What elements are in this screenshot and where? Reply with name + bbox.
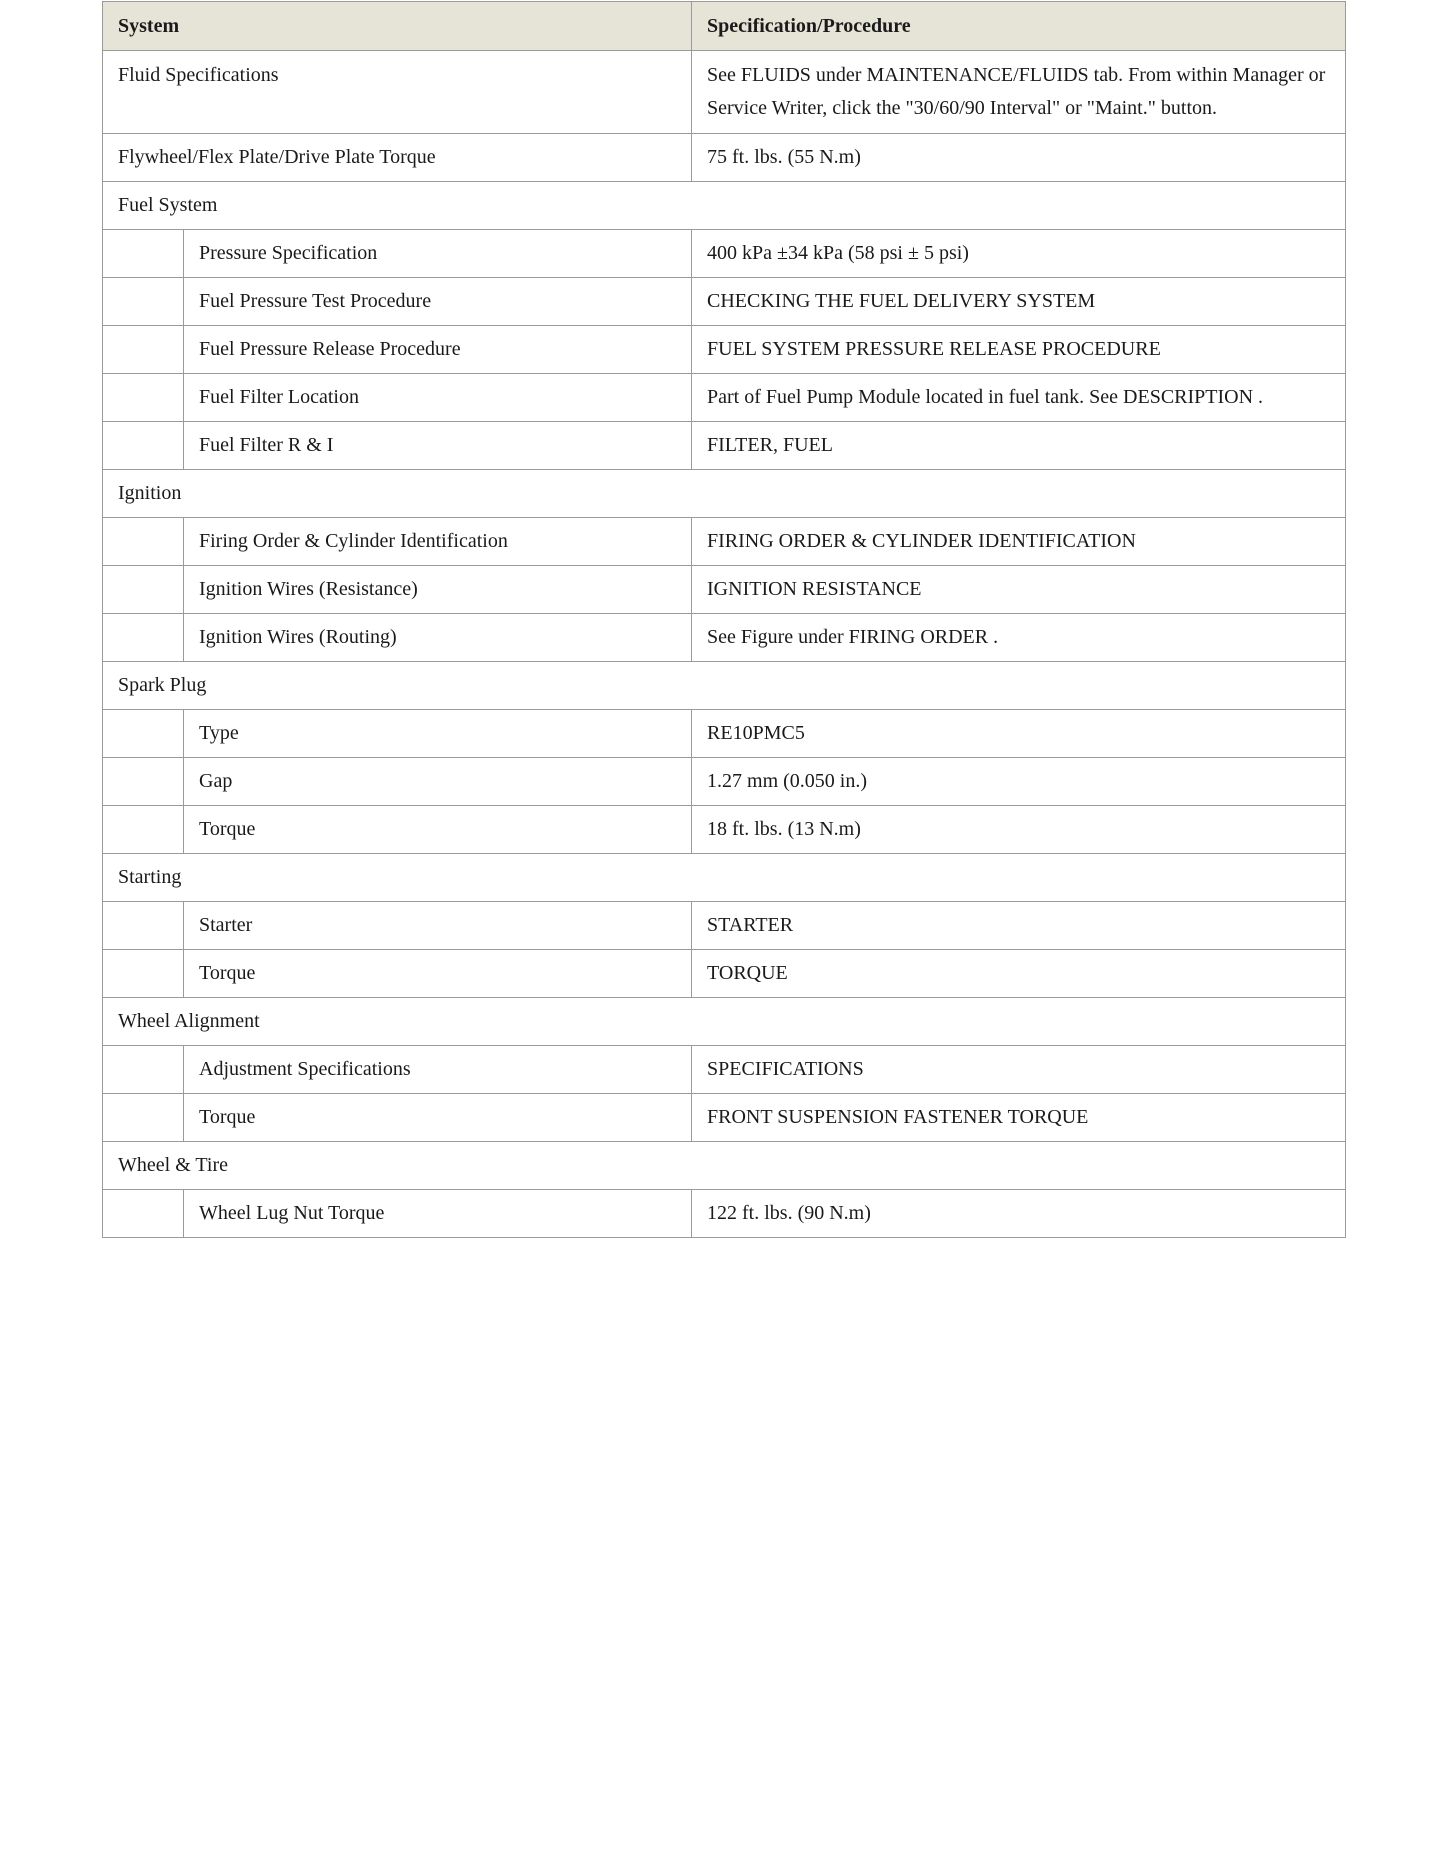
table-subrow: [103, 1046, 1346, 1094]
group-label: Wheel Alignment: [103, 998, 1346, 1046]
table-row: [103, 134, 1346, 182]
specification-cell: IGNITION RESISTANCE: [692, 566, 1346, 614]
specification-cell: SPECIFICATIONS: [692, 1046, 1346, 1094]
indent-cell: [103, 566, 184, 614]
table-subrow: [103, 1190, 1346, 1238]
table-subrow: [103, 326, 1346, 374]
specification-cell: 18 ft. lbs. (13 N.m): [692, 806, 1346, 854]
specification-cell: FRONT SUSPENSION FASTENER TORQUE: [692, 1094, 1346, 1142]
indent-cell: [103, 1094, 184, 1142]
system-cell: Gap: [184, 758, 692, 806]
system-cell: Torque: [184, 950, 692, 998]
indent-cell: [103, 278, 184, 326]
specification-cell: FILTER, FUEL: [692, 422, 1346, 470]
table-subrow: [103, 950, 1346, 998]
indent-cell: [103, 230, 184, 278]
system-cell: Pressure Specification: [184, 230, 692, 278]
indent-cell: [103, 902, 184, 950]
system-cell: Adjustment Specifications: [184, 1046, 692, 1094]
specification-cell: TORQUE: [692, 950, 1346, 998]
system-cell: Fluid Specifications: [103, 51, 692, 134]
specification-cell: 1.27 mm (0.050 in.): [692, 758, 1346, 806]
table-header-row: [103, 2, 1346, 51]
table-row: [103, 51, 1346, 134]
specification-cell: Part of Fuel Pump Module located in fuel tank. See DESCRIPTION .: [692, 374, 1346, 422]
system-cell: Firing Order & Cylinder Identification: [184, 518, 692, 566]
specifications-table: [102, 1, 1346, 1238]
indent-cell: [103, 518, 184, 566]
table-body: [103, 51, 1346, 1238]
system-cell: Ignition Wires (Resistance): [184, 566, 692, 614]
specification-cell: RE10PMC5: [692, 710, 1346, 758]
system-cell: Type: [184, 710, 692, 758]
table-group-row: [103, 854, 1346, 902]
indent-cell: [103, 950, 184, 998]
group-label: Starting: [103, 854, 1346, 902]
table-subrow: [103, 614, 1346, 662]
table-subrow: [103, 710, 1346, 758]
specification-cell: 400 kPa ±34 kPa (58 psi ± 5 psi): [692, 230, 1346, 278]
table-subrow: [103, 518, 1346, 566]
table-group-row: [103, 182, 1346, 230]
group-label: Spark Plug: [103, 662, 1346, 710]
table-group-row: [103, 1142, 1346, 1190]
indent-cell: [103, 614, 184, 662]
table-group-row: [103, 662, 1346, 710]
indent-cell: [103, 710, 184, 758]
table-subrow: [103, 758, 1346, 806]
system-cell: Torque: [184, 1094, 692, 1142]
system-cell: Fuel Pressure Release Procedure: [184, 326, 692, 374]
specification-cell: 122 ft. lbs. (90 N.m): [692, 1190, 1346, 1238]
header-specification: Specification/Procedure: [692, 2, 1346, 51]
specification-cell: STARTER: [692, 902, 1346, 950]
specification-cell: FUEL SYSTEM PRESSURE RELEASE PROCEDURE: [692, 326, 1346, 374]
group-label: Wheel & Tire: [103, 1142, 1346, 1190]
header-system: System: [103, 2, 692, 51]
table-subrow: [103, 806, 1346, 854]
system-cell: Starter: [184, 902, 692, 950]
system-cell: Flywheel/Flex Plate/Drive Plate Torque: [103, 134, 692, 182]
indent-cell: [103, 374, 184, 422]
system-cell: Fuel Filter R & I: [184, 422, 692, 470]
table-subrow: [103, 278, 1346, 326]
indent-cell: [103, 1190, 184, 1238]
specification-cell: CHECKING THE FUEL DELIVERY SYSTEM: [692, 278, 1346, 326]
table-subrow: [103, 1094, 1346, 1142]
indent-cell: [103, 1046, 184, 1094]
table-subrow: [103, 230, 1346, 278]
system-cell: Torque: [184, 806, 692, 854]
specification-cell: FIRING ORDER & CYLINDER IDENTIFICATION: [692, 518, 1346, 566]
group-label: Fuel System: [103, 182, 1346, 230]
table-subrow: [103, 566, 1346, 614]
system-cell: Fuel Pressure Test Procedure: [184, 278, 692, 326]
system-cell: Ignition Wires (Routing): [184, 614, 692, 662]
specification-cell: 75 ft. lbs. (55 N.m): [692, 134, 1346, 182]
indent-cell: [103, 326, 184, 374]
table-subrow: [103, 422, 1346, 470]
group-label: Ignition: [103, 470, 1346, 518]
specification-cell: See Figure under FIRING ORDER .: [692, 614, 1346, 662]
specification-cell: See FLUIDS under MAINTENANCE/FLUIDS tab. From within Manager or Service Writer, click the "30/60/90 Interval" or "Maint." button.: [692, 51, 1346, 134]
table-subrow: [103, 374, 1346, 422]
table-group-row: [103, 998, 1346, 1046]
table-group-row: [103, 470, 1346, 518]
table-subrow: [103, 902, 1346, 950]
indent-cell: [103, 422, 184, 470]
system-cell: Fuel Filter Location: [184, 374, 692, 422]
system-cell: Wheel Lug Nut Torque: [184, 1190, 692, 1238]
indent-cell: [103, 758, 184, 806]
indent-cell: [103, 806, 184, 854]
